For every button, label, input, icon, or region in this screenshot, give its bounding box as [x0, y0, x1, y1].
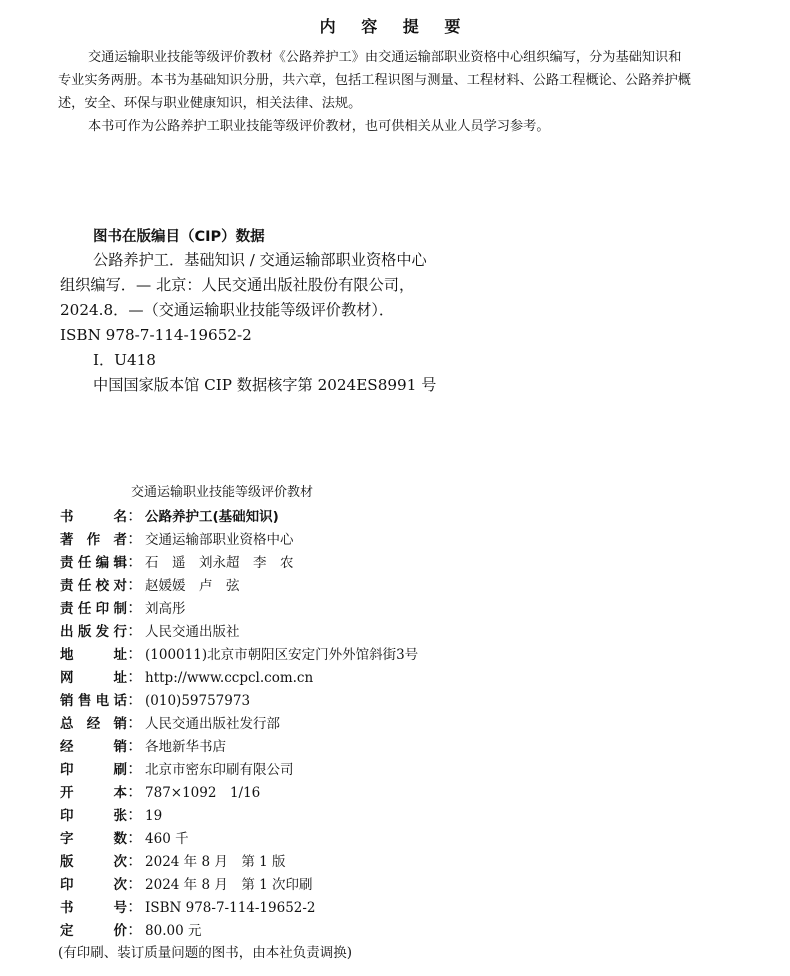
record-value: 2024 年 8 月 第 1 次印刷 — [145, 877, 313, 893]
record-label: 印张 — [60, 808, 127, 824]
imprint-record — [60, 710, 280, 733]
imprint-record — [60, 618, 240, 641]
imprint-record — [60, 572, 240, 595]
record-label: 著作者 — [60, 532, 127, 548]
imprint-record — [60, 825, 189, 848]
record-value: http://www.ccpcl.com.cn — [145, 670, 314, 686]
record-colon: ： — [127, 598, 144, 617]
record-colon: ： — [127, 644, 144, 663]
imprint-record — [60, 871, 313, 894]
cip-line: 公路养护工．基础知识 / 交通运输部职业资格中心 — [93, 251, 427, 269]
summary-line: 本书可作为公路养护工职业技能等级评价教材，也可供相关从业人员学习参考。 — [88, 119, 550, 134]
imprint-record — [60, 687, 250, 710]
record-value: 人民交通出版社 — [145, 624, 240, 640]
record-value: 787×1092 1/16 — [145, 785, 261, 801]
record-label: 总经销 — [60, 716, 127, 732]
record-value: 赵媛媛 卢 弦 — [145, 578, 240, 594]
record-value: (100011)北京市朝阳区安定门外外馆斜街3号 — [145, 647, 419, 663]
record-label: 出版发行 — [60, 624, 127, 640]
record-label: 经销 — [60, 739, 127, 755]
cip-line: ISBN 978-7-114-19652-2 — [60, 326, 252, 344]
record-colon: ： — [127, 759, 144, 778]
footnote: (有印刷、装订质量问题的图书，由本社负责调换) — [58, 945, 353, 961]
page-title: 内 容 提 要 — [319, 17, 471, 36]
imprint-record — [60, 549, 294, 572]
record-value: 460 千 — [145, 831, 189, 847]
record-colon: ： — [127, 713, 144, 732]
record-colon: ： — [127, 575, 144, 594]
series-title: 交通运输职业技能等级评价教材 — [131, 485, 314, 500]
record-value: 北京市密东印刷有限公司 — [145, 762, 294, 778]
record-label: 字数 — [60, 831, 127, 847]
cip-heading: 图书在版编目（CIP）数据 — [93, 229, 265, 245]
record-colon: ： — [127, 690, 144, 709]
imprint-record — [60, 894, 316, 917]
record-value: 80.00 元 — [145, 923, 202, 939]
imprint-record — [60, 802, 162, 825]
imprint-record — [60, 733, 226, 756]
record-label: 责任编辑 — [60, 555, 127, 571]
imprint-record — [60, 503, 279, 526]
record-label: 开本 — [60, 785, 127, 801]
record-label: 印次 — [60, 877, 127, 893]
record-label: 网址 — [60, 670, 127, 686]
record-label: 书名 — [60, 509, 127, 525]
record-value: 各地新华书店 — [145, 739, 227, 755]
record-colon: ： — [127, 736, 144, 755]
record-label: 定价 — [60, 923, 127, 939]
record-value: 人民交通出版社发行部 — [145, 716, 281, 732]
imprint-record — [60, 526, 294, 549]
record-colon: ： — [127, 529, 144, 548]
record-value: 公路养护工(基础知识) — [145, 509, 279, 525]
summary-line: 交通运输职业技能等级评价教材《公路养护工》由交通运输部职业资格中心组织编写，分为基础知识和 — [88, 50, 682, 65]
record-value: ISBN 978-7-114-19652-2 — [145, 900, 316, 916]
cip-line: 2024.8．—（交通运输职业技能等级评价教材）． — [60, 301, 395, 319]
imprint-record — [60, 595, 186, 618]
record-label: 地址 — [60, 647, 127, 663]
record-colon: ： — [127, 874, 144, 893]
imprint-record — [60, 664, 313, 687]
record-colon: ： — [127, 552, 144, 571]
cip-line: 中国国家版本馆 CIP 数据核字第 2024ES8991 号 — [93, 376, 437, 394]
record-value: 19 — [145, 808, 163, 824]
record-label: 销售电话 — [60, 693, 127, 709]
record-value: 交通运输部职业资格中心 — [145, 532, 294, 548]
record-label: 书号 — [60, 900, 127, 916]
imprint-record — [60, 848, 286, 871]
record-value: 刘高彤 — [145, 601, 186, 617]
imprint-record — [60, 917, 201, 940]
imprint-record — [60, 779, 260, 802]
imprint-record — [60, 756, 294, 779]
cip-line: 组织编写．— 北京：人民交通出版社股份有限公司， — [60, 276, 415, 294]
imprint-record — [60, 641, 418, 664]
cip-line: Ⅰ．U418 — [93, 351, 156, 369]
record-colon: ： — [127, 621, 144, 640]
summary-line: 述，安全、环保与职业健康知识，相关法律、法规。 — [58, 96, 362, 111]
record-label: 版次 — [60, 854, 127, 870]
record-colon: ： — [127, 805, 144, 824]
record-colon: ： — [127, 897, 144, 916]
summary-line: 专业实务两册。本书为基础知识分册，共六章，包括工程识图与测量、工程材料、公路工程概论、公路养护概 — [58, 73, 691, 88]
record-colon: ： — [127, 506, 144, 525]
record-colon: ： — [127, 851, 144, 870]
record-colon: ： — [127, 920, 144, 939]
record-colon: ： — [127, 782, 144, 801]
record-label: 印刷 — [60, 762, 127, 778]
record-label: 责任印制 — [60, 601, 127, 617]
record-label: 责任校对 — [60, 578, 127, 594]
record-value: 2024 年 8 月 第 1 版 — [145, 854, 286, 870]
record-colon: ： — [127, 828, 144, 847]
record-value: (010)59757973 — [145, 693, 251, 709]
record-colon: ： — [127, 667, 144, 686]
record-value: 石 遥 刘永超 李 农 — [145, 555, 294, 571]
